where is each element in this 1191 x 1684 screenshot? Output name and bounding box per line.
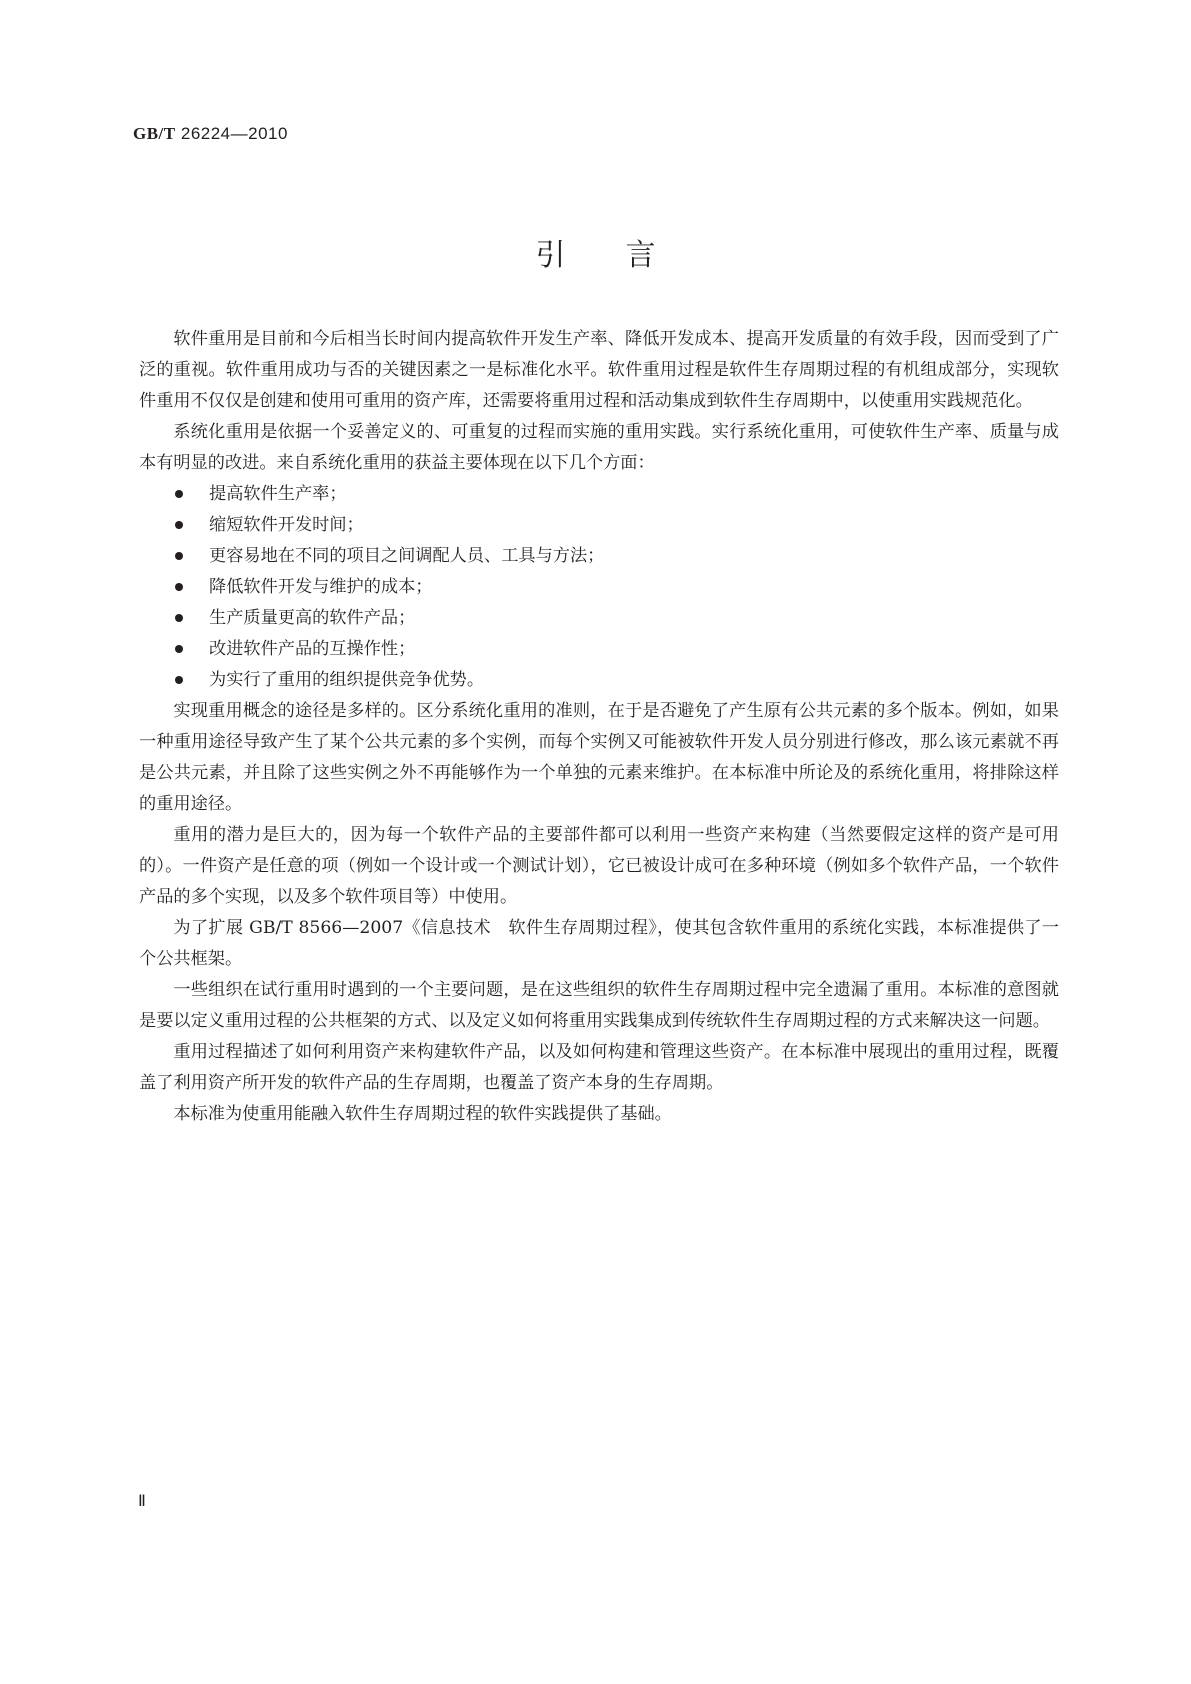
paragraph-intro: 软件重用是目前和今后相当长时间内提高软件开发生产率、降低开发成本、提高开发质量的有效手段，因而受到了广泛的重视。软件重用成功与否的关键因素之一是标准化水平。软件重用过程是软件生存周期过程的有机组成部分，实现软件重用不仅仅是创建和使用可重用的资产库，还需要将重用过程和活动集成到软件生存周期中，以使重用实践规范化。: [139, 329, 1059, 411]
list-item: [139, 603, 1059, 634]
standard-prefix: GB/T: [133, 124, 176, 143]
bullet-icon: [175, 645, 183, 653]
standard-number: 26224—2010: [180, 124, 288, 143]
paragraph-basis: 本标准为使重用能融入软件生存周期过程的软件实践提供了基础。: [173, 1104, 672, 1124]
paragraph-reuse-potential: 重用的潜力是巨大的，因为每一个软件产品的主要部件都可以利用一些资产来构建（当然要假定这样的资产是可用的）。一件资产是任意的项（例如一个设计或一个测试计划），它已被设计成可在多种环境（例如多个软件产品，一个软件产品的多个实现，以及多个软件项目等）中使用。: [139, 825, 1059, 907]
bullet-icon: [175, 490, 183, 498]
list-item-text: 缩短软件开发时间；: [209, 515, 364, 535]
page-number: Ⅱ: [138, 1493, 146, 1510]
bullet-icon: [175, 521, 183, 529]
section-title: 引言: [535, 238, 716, 273]
list-item: [139, 510, 1059, 541]
paragraph-systematic-reuse: 系统化重用是依据一个妥善定义的、可重复的过程而实施的重用实践。实行系统化重用，可使软件生产率、质量与成本有明显的改进。来自系统化重用的获益主要体现在以下几个方面：: [139, 422, 1059, 473]
list-item: [139, 634, 1059, 665]
list-item: [139, 572, 1059, 603]
list-item-text: 更容易地在不同的项目之间调配人员、工具与方法；: [209, 546, 605, 566]
bullet-icon: [175, 676, 183, 684]
bullet-icon: [175, 614, 183, 622]
list-item: [139, 541, 1059, 572]
list-item-text: 提高软件生产率；: [209, 484, 347, 504]
list-item-text: 生产质量更高的软件产品；: [209, 608, 416, 628]
list-item-text: 降低软件开发与维护的成本；: [209, 577, 433, 597]
paragraph-framework: 为了扩展 GB/T 8566—2007《信息技术 软件生存周期过程》，使其包含软件重用的系统化实践，本标准提供了一个公共框架。: [139, 918, 1059, 969]
list-item: [139, 479, 1059, 510]
bullet-icon: [175, 583, 183, 591]
paragraph-reuse-approaches: 实现重用概念的途径是多样的。区分系统化重用的准则，在于是否避免了产生原有公共元素的多个版本。例如，如果一种重用途径导致产生了某个公共元素的多个实例，而每个实例又可能被软件开发人员分别进行修改，那么该元素就不再是公共元素，并且除了这些实例之外不再能够作为一个单独的元素来维护。在本标准中所论及的系统化重用，将排除这样的重用途径。: [139, 701, 1059, 814]
paragraph-reuse-process: 重用过程描述了如何利用资产来构建软件产品，以及如何构建和管理这些资产。在本标准中展现出的重用过程，既覆盖了利用资产所开发的软件产品的生存周期，也覆盖了资产本身的生存周期。: [139, 1042, 1059, 1093]
bullet-icon: [175, 552, 183, 560]
paragraph-main-problem: 一些组织在试行重用时遇到的一个主要问题，是在这些组织的软件生存周期过程中完全遗漏了重用。本标准的意图就是要以定义重用过程的公共框架的方式、以及定义如何将重用实践集成到传统软件生存周期过程的方式来解决这一问题。: [139, 980, 1059, 1031]
list-item-text: 为实行了重用的组织提供竞争优势。: [209, 670, 485, 690]
body-text: [139, 324, 1059, 1130]
list-item: [139, 665, 1059, 696]
list-item-text: 改进软件产品的互操作性；: [209, 639, 416, 659]
benefits-list: [139, 479, 1059, 696]
standard-code: [133, 124, 288, 144]
